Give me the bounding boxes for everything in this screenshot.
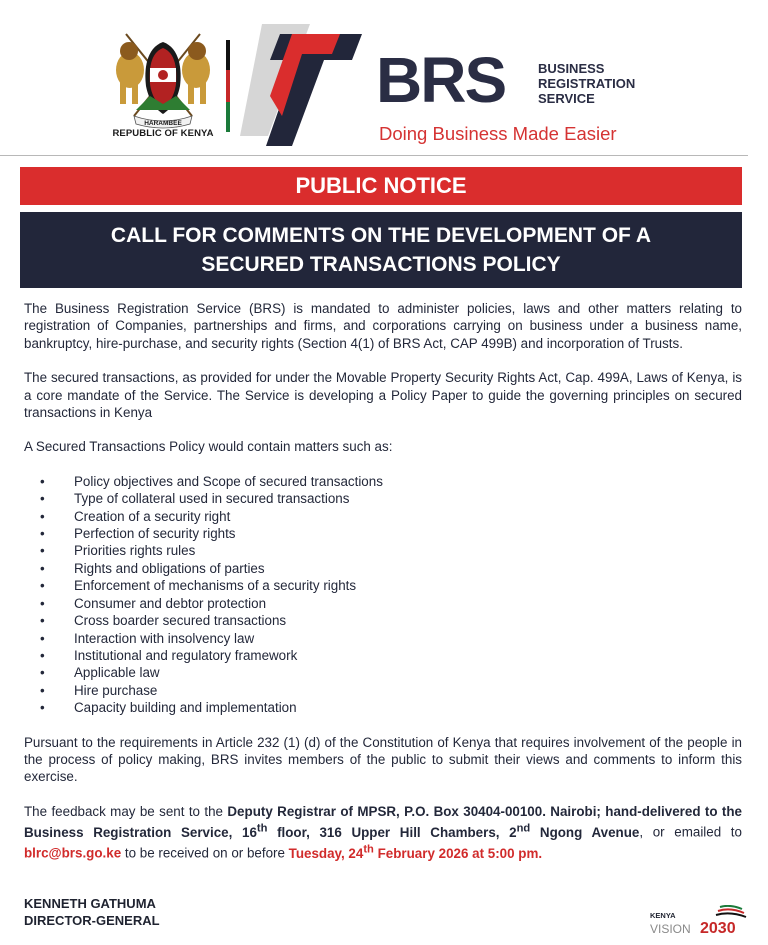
signatory-name: KENNETH GATHUMA [24,896,156,911]
list-item: • Perfection of security rights [24,525,742,542]
feedback-paragraph [24,803,742,862]
brs-name-line: SERVICE [538,90,595,106]
notice-title-line: CALL FOR COMMENTS ON THE DEVELOPMENT OF A [110,224,652,247]
list-item: • Hire purchase [24,682,742,699]
header [0,0,768,160]
header-divider [0,155,748,156]
brs-logo-mark-icon [240,16,370,146]
list-item: • Enforcement of mechanisms of a security rights [24,577,742,594]
notice-body [24,300,742,862]
address-part: Deputy Registrar of MPSR, P.O. Box 30404-00100. Nairobi; hand-delivered to the Business Registration Service, 16 [24,803,743,840]
public-notice-banner [20,167,742,205]
kenya-vision-2030-logo-icon [650,905,750,935]
ordinal-suffix: th [256,822,268,835]
feedback-email-link[interactable]: blrc@brs.go.ke [24,845,122,861]
coat-of-arms-icon [104,24,222,136]
brs-name-line: BUSINESS [538,61,605,76]
policy-intro: A Secured Transactions Policy would contain matters such as: [24,439,393,455]
secured-transactions-paragraph: The secured transactions, as provided for under the Movable Property Security Rights Act, Cap. 499A, Laws of Kenya, is a core mandate of the Service. The Service is developing a Policy Paper to guide the governing principles on secured transactions in Kenya [24,370,742,421]
mandate-paragraph: The Business Registration Service (BRS) is mandated to administer policies, laws and other matters relating to registration of Companies, partnerships and firms, and corporations carrying on business under a business name, bankruptcy, hire-purchase, and security rights (Section 4(1) of BRS Act, CAP 499B) and incorporation of Trusts. [24,301,742,351]
address-part: Ngong Avenue [530,824,640,840]
coat-caption: REPUBLIC OF KENYA [112,128,214,139]
list-item: • Policy objectives and Scope of secured transactions [24,473,742,490]
vision-year: 2030 [700,920,736,935]
list-item: • Priorities rights rules [24,542,742,559]
deadline-part: Tuesday, 24 [288,845,364,861]
public-notice-label: PUBLIC NOTICE [295,173,467,198]
brs-full-name [538,62,635,107]
ordinal-suffix: nd [516,822,531,835]
list-item: • Rights and obligations of parties [24,560,742,577]
policy-matters-list [24,473,742,717]
signatory-title: DIRECTOR-GENERAL [24,913,160,928]
coat-motto: HARAMBEE [144,120,182,127]
tagline: Doing Business Made Easier [379,123,617,144]
feedback-before: to be received on or before [121,845,289,861]
feedback-lead: The feedback may be sent to the [24,803,228,819]
list-item: • Consumer and debtor protection [24,595,742,612]
list-item: • Institutional and regulatory framework [24,647,742,664]
list-item: • Applicable law [24,664,742,681]
feedback-deadline [288,843,543,861]
notice-title-line: SECURED TRANSACTIONS POLICY [201,253,561,276]
list-item: • Creation of a security right [24,508,742,525]
ordinal-suffix: th [363,843,374,856]
address-part: floor, 316 Upper Hill Chambers, 2 [267,824,517,840]
brs-name-line: REGISTRATION [538,75,636,91]
list-item: • Capacity building and implementation [24,699,742,716]
list-item: • Interaction with insolvency law [24,630,742,647]
kenya-flag-bar-icon [226,40,230,132]
notice-title-banner [20,212,742,288]
constitution-paragraph: Pursuant to the requirements in Article 232 (1) (d) of the Constitution of Kenya that requires involvement of the people in the process of policy making, BRS invites members of the public to submit their views and comments to inform this exercise. [24,734,742,785]
list-item: • Cross boarder secured transactions [24,612,742,629]
feedback-mid: , or emailed to [639,824,742,840]
brs-wordmark: BRS [376,44,506,116]
deadline-part: February 2026 at 5:00 pm. [373,845,543,861]
signoff [24,895,160,929]
vision-country: KENYA [650,911,676,920]
list-item: • Type of collateral used in secured transactions [24,490,742,507]
vision-word: VISION [650,922,691,935]
